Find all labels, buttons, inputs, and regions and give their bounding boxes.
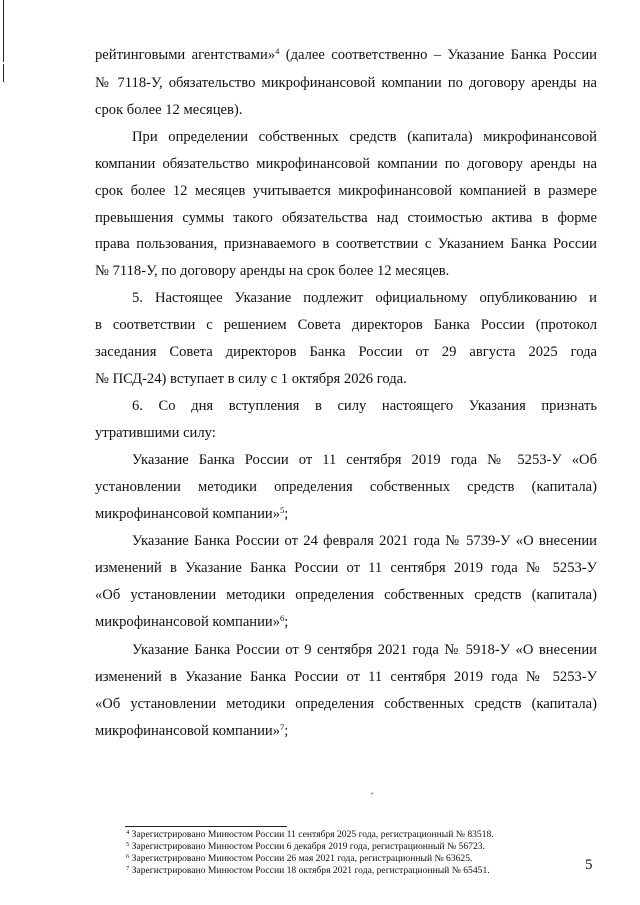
body-line: № 7118-У, обязательство микрофинансовой компании по договору аренды на bbox=[95, 75, 597, 91]
repealed-act-line: микрофинансовой компании»$^7$; bbox=[95, 722, 289, 739]
body-line: рейтинговыми агентствами»$^4$ (далее соответственно – Указание Банка России bbox=[95, 46, 597, 63]
stray-scan-mark: ˊ bbox=[370, 790, 374, 804]
repealed-act-line: Указание Банка России от 24 февраля 2021 года № 5739-У «О внесении bbox=[132, 533, 597, 549]
scan-edge-mark bbox=[3, 0, 4, 62]
clause-5-line: в соответствии с решением Совета директоров Банка России (протокол bbox=[95, 317, 597, 333]
footnote: $^7$ Зарегистрировано Минюстом России 18 октября 2021 года, регистрационный № 65451. bbox=[126, 865, 490, 876]
repealed-act-line: микрофинансовой компании»$^5$; bbox=[95, 505, 289, 522]
footnote: $^4$ Зарегистрировано Минюстом России 11 сентября 2025 года, регистрационный № 83518. bbox=[126, 829, 494, 840]
footnote-separator bbox=[125, 826, 287, 827]
repealed-act-line: изменений в Указание Банка России от 11 сентября 2019 года № 5253-У bbox=[95, 560, 597, 576]
body-line: права пользования, признаваемого в соответствии с Указанием Банка России bbox=[95, 236, 597, 252]
repealed-act-line: установлении методики определения собственных средств (капитала) bbox=[95, 479, 597, 495]
repealed-act-line: микрофинансовой компании»$^6$; bbox=[95, 613, 289, 630]
repealed-act-line: Указание Банка России от 11 сентября 2019 года № 5253-У «Об bbox=[132, 452, 597, 468]
repealed-act-line: «Об установлении методики определения собственных средств (капитала) bbox=[95, 696, 597, 712]
footnote-ref[interactable]: 5 bbox=[280, 505, 285, 515]
clause-5-line: заседания Совета директоров Банка России от 29 августа 2025 года bbox=[95, 344, 597, 360]
repealed-act-line: «Об установлении методики определения собственных средств (капитала) bbox=[95, 587, 597, 603]
clause-6-line: утратившими силу: bbox=[95, 425, 216, 441]
clause-6-line: 6. Со дня вступления в силу настоящего Указания признать bbox=[132, 398, 597, 414]
footnote: $^6$ Зарегистрировано Минюстом России 26 мая 2021 года, регистрационный № 63625. bbox=[126, 853, 473, 864]
body-line: срок более 12 месяцев). bbox=[95, 102, 243, 118]
body-line: При определении собственных средств (капитала) микрофинансовой bbox=[132, 129, 597, 145]
body-line: срок более 12 месяцев учитывается микрофинансовой компанией в размере bbox=[95, 183, 597, 199]
repealed-act-line: изменений в Указание Банка России от 11 сентября 2019 года № 5253-У bbox=[95, 669, 597, 685]
scan-edge-mark bbox=[3, 64, 4, 82]
body-line: превышения суммы такого обязательства над стоимостью актива в форме bbox=[95, 210, 597, 226]
body-line: № 7118-У, по договору аренды на срок более 12 месяцев. bbox=[95, 263, 450, 279]
footnote: $^5$ Зарегистрировано Минюстом России 6 декабря 2019 года, регистрационный № 56723. bbox=[126, 841, 485, 852]
repealed-act-line: Указание Банка России от 9 сентября 2021 года № 5918-У «О внесении bbox=[132, 642, 597, 658]
footnote-ref[interactable]: 4 bbox=[275, 46, 280, 56]
footnote-ref[interactable]: 6 bbox=[280, 613, 285, 623]
clause-5-line: № ПСД-24) вступает в силу с 1 октября 2026 года. bbox=[95, 371, 407, 387]
page-number: 5 bbox=[585, 857, 593, 873]
body-line: компании обязательство микрофинансовой компании по договору аренды на bbox=[95, 156, 597, 172]
clause-5-line: 5. Настоящее Указание подлежит официальному опубликованию и bbox=[132, 290, 597, 306]
footnote-ref[interactable]: 7 bbox=[280, 722, 285, 732]
